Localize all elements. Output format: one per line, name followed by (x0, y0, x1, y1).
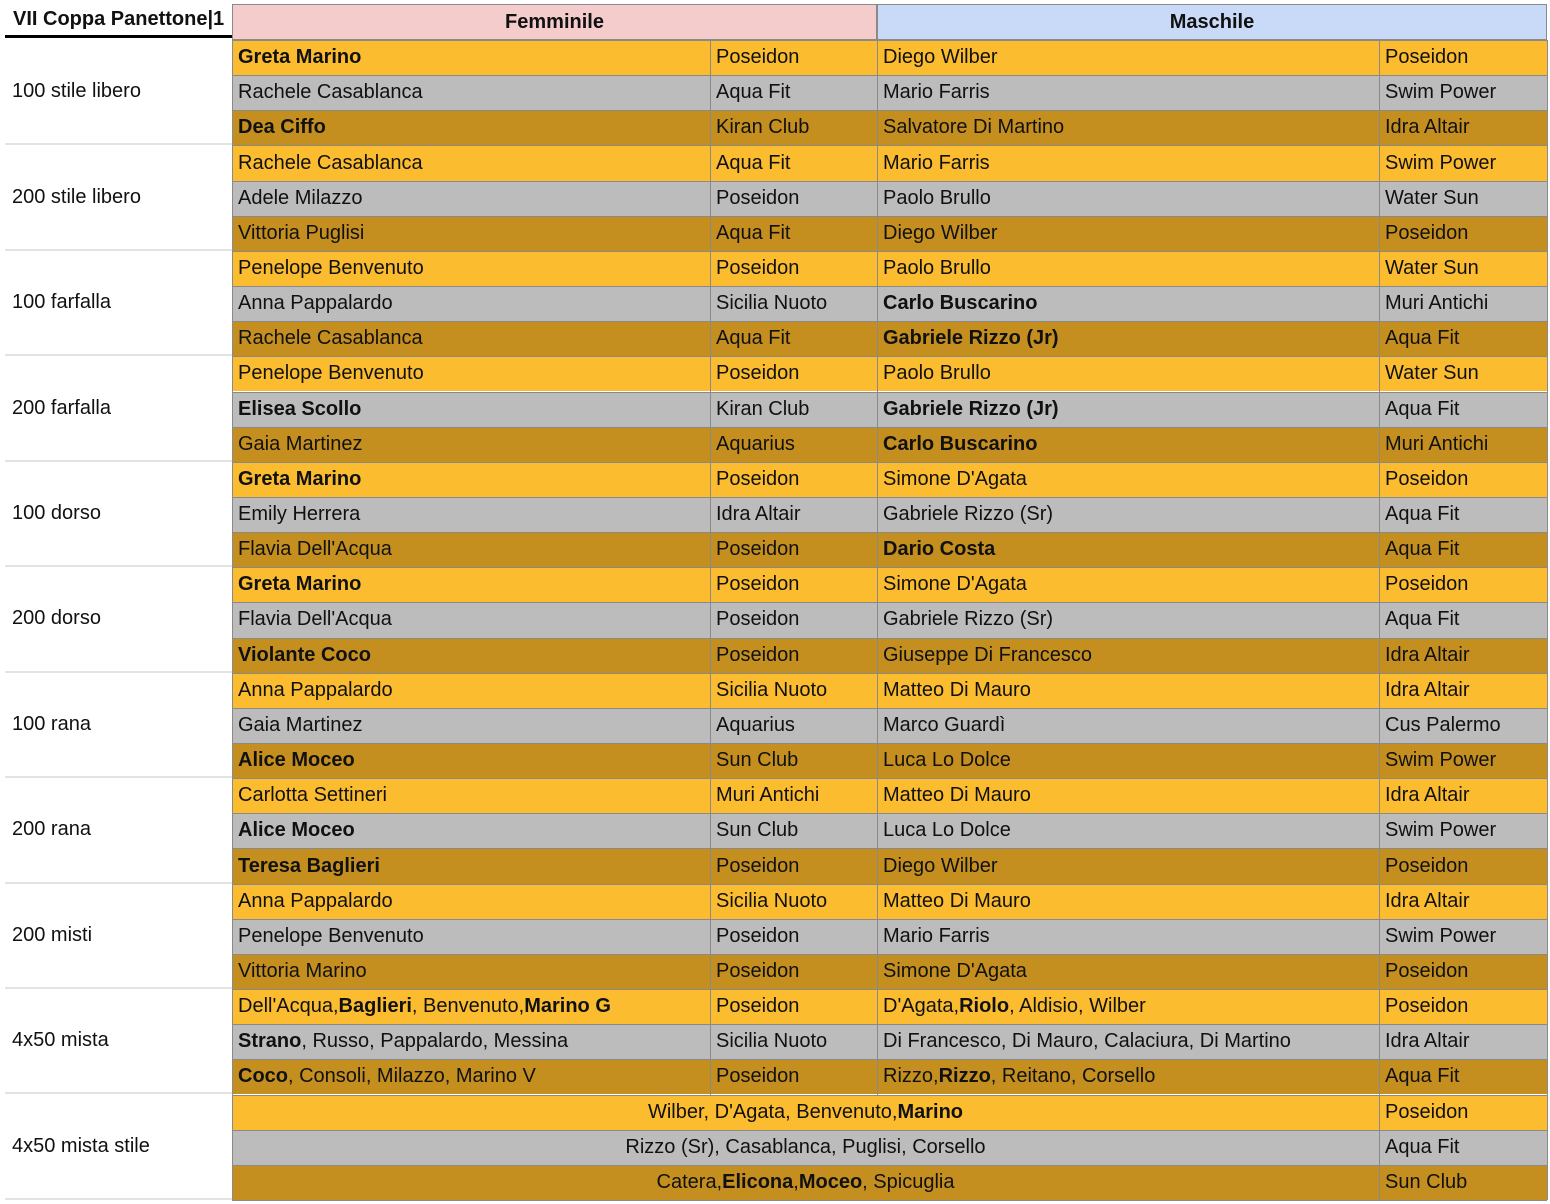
female-athlete[interactable] (232, 181, 710, 216)
male-club[interactable]: Poseidon (1379, 848, 1547, 883)
female-athlete[interactable] (232, 602, 710, 637)
male-athlete[interactable] (877, 75, 1379, 110)
female-athlete[interactable] (232, 884, 710, 919)
text-run: Gabriele Rizzo (Jr) (883, 397, 1059, 420)
female-club[interactable]: Poseidon (710, 462, 877, 497)
text-run: Penelope Benvenuto (238, 924, 424, 947)
female-club[interactable]: Kiran Club (710, 392, 877, 427)
female-athlete[interactable] (232, 392, 710, 427)
row-divider (232, 462, 1547, 463)
male-club[interactable]: Aqua Fit (1379, 497, 1547, 532)
female-club[interactable]: Sicilia Nuoto (710, 884, 877, 919)
text-run: Teresa Baglieri (238, 854, 380, 877)
male-club[interactable]: Poseidon (1379, 462, 1547, 497)
female-athlete[interactable] (232, 778, 710, 813)
text-run: , Russo, Pappalardo, Messina (301, 1030, 569, 1053)
text-run: Wilber, D'Agata, Benvenuto, (647, 1100, 898, 1123)
male-club[interactable]: Idra Altair (1379, 110, 1547, 145)
event-label[interactable]: 200 dorso (5, 567, 232, 672)
female-club[interactable]: Aqua Fit (710, 145, 877, 180)
female-athlete[interactable] (232, 954, 710, 989)
row-divider (232, 286, 1547, 287)
row-divider (232, 954, 1547, 955)
male-club[interactable]: Muri Antichi (1379, 286, 1547, 321)
male-club[interactable]: Poseidon (1379, 954, 1547, 989)
text-run: D'Agata, (883, 995, 960, 1018)
text-run: Matteo Di Mauro (883, 784, 1031, 807)
male-athlete[interactable] (877, 567, 1379, 602)
text-run: Luca Lo Dolce (883, 749, 1011, 772)
female-athlete[interactable] (232, 1059, 710, 1094)
text-run: Rachele Casablanca (238, 81, 423, 104)
row-divider (232, 1024, 1547, 1025)
event-label[interactable]: 4x50 mista (5, 989, 232, 1094)
text-run: Flavia Dell'Acqua (238, 538, 392, 561)
female-club[interactable]: Aqua Fit (710, 321, 877, 356)
event-label[interactable]: 100 farfalla (5, 251, 232, 356)
male-athlete[interactable] (877, 813, 1379, 848)
text-run: Simone D'Agata (883, 573, 1027, 596)
female-club[interactable]: Poseidon (710, 848, 877, 883)
row-divider (232, 497, 1547, 498)
text-run: Emily Herrera (238, 503, 361, 525)
text-run: Dea Ciffo (238, 116, 326, 139)
relay-club[interactable]: Aqua Fit (1379, 1130, 1547, 1165)
female-club[interactable]: Aqua Fit (710, 75, 877, 110)
text-run: Mario Farris (883, 151, 990, 174)
female-club[interactable]: Sun Club (710, 743, 877, 778)
female-athlete[interactable] (232, 919, 710, 954)
text-run: Salvatore Di Martino (883, 116, 1065, 139)
female-athlete[interactable] (232, 638, 710, 673)
female-athlete[interactable] (232, 356, 710, 391)
row-divider (232, 989, 1547, 990)
male-club[interactable]: Poseidon (1379, 567, 1547, 602)
female-athlete[interactable] (232, 848, 710, 883)
row-divider (232, 919, 1547, 920)
text-run: Alice Moceo (238, 749, 355, 772)
female-athlete[interactable] (232, 708, 710, 743)
row-divider (232, 251, 1547, 252)
text-run: Marco Guardì (883, 713, 1006, 736)
text-run: Simone D'Agata (883, 467, 1027, 490)
row-divider (232, 673, 1547, 674)
female-athlete[interactable] (232, 567, 710, 602)
text-run: Moceo (798, 1170, 863, 1193)
relay-team[interactable] (232, 1095, 1379, 1130)
male-athlete[interactable] (877, 919, 1379, 954)
male-athlete[interactable] (877, 392, 1379, 427)
text-run: Flavia Dell'Acqua (238, 608, 392, 631)
event-label[interactable]: 4x50 mista stile (5, 1095, 232, 1200)
female-club[interactable]: Aqua Fit (710, 216, 877, 251)
row-divider (232, 532, 1547, 533)
text-run: Gabriele Rizzo (Sr) (883, 503, 1054, 525)
female-club[interactable]: Poseidon (710, 532, 877, 567)
text-run: Strano (238, 1030, 302, 1053)
female-club[interactable]: Poseidon (710, 989, 877, 1024)
text-run: Catera, (656, 1170, 723, 1193)
male-athlete[interactable] (877, 216, 1379, 251)
text-run: Greta Marino (238, 46, 362, 69)
male-club[interactable]: Idra Altair (1379, 673, 1547, 708)
column-divider (877, 40, 878, 1095)
text-run: Rizzo, (883, 1065, 939, 1088)
text-run: Dario Costa (883, 538, 996, 561)
row-divider (232, 321, 1547, 322)
male-athlete[interactable] (877, 602, 1379, 637)
row-divider (232, 708, 1547, 709)
text-run: Vittoria Puglisi (238, 221, 365, 244)
row-divider (232, 1165, 1547, 1166)
column-divider (1379, 40, 1380, 1200)
relay-team[interactable] (232, 1165, 1379, 1200)
female-athlete[interactable] (232, 75, 710, 110)
male-club[interactable]: Poseidon (1379, 40, 1547, 75)
female-club[interactable]: Poseidon (710, 919, 877, 954)
female-athlete[interactable] (232, 989, 710, 1024)
text-run: Matteo Di Mauro (883, 889, 1031, 912)
male-club[interactable]: Swim Power (1379, 919, 1547, 954)
header-female[interactable]: Femminile (232, 4, 877, 40)
female-athlete[interactable] (232, 110, 710, 145)
row-divider (232, 743, 1547, 744)
male-athlete[interactable] (877, 743, 1379, 778)
text-run: Paolo Brullo (883, 362, 991, 385)
male-athlete[interactable] (877, 286, 1379, 321)
male-club[interactable]: Aqua Fit (1379, 392, 1547, 427)
male-athlete[interactable] (877, 708, 1379, 743)
text-run: Rachele Casablanca (238, 327, 423, 350)
text-run: Mario Farris (883, 924, 990, 947)
male-athlete[interactable] (877, 673, 1379, 708)
text-run: Violante Coco (238, 643, 371, 666)
sheet-title[interactable]: VII Coppa Panettone|1 (5, 4, 232, 38)
text-run: Rachele Casablanca (238, 151, 423, 174)
text-run: Paolo Brullo (883, 256, 991, 279)
text-run: Baglieri (338, 995, 412, 1018)
text-run: , Aldisio, Wilber (1009, 995, 1146, 1018)
text-run: Carlotta Settineri (238, 784, 387, 807)
row-divider (232, 427, 1547, 428)
row-divider (232, 848, 1547, 849)
text-run: Carlo Buscarino (883, 432, 1038, 455)
event-label[interactable]: 200 misti (5, 884, 232, 989)
male-athlete[interactable] (877, 954, 1379, 989)
male-athlete[interactable] (877, 848, 1379, 883)
row-divider (232, 110, 1547, 111)
text-run: Vittoria Marino (238, 959, 367, 982)
male-athlete[interactable] (877, 356, 1379, 391)
female-club[interactable]: Kiran Club (710, 110, 877, 145)
male-athlete[interactable] (877, 181, 1379, 216)
male-athlete[interactable] (877, 427, 1379, 462)
female-athlete[interactable] (232, 427, 710, 462)
male-club[interactable]: Poseidon (1379, 989, 1547, 1024)
male-athlete[interactable] (877, 884, 1379, 919)
event-label[interactable]: 100 dorso (5, 462, 232, 567)
male-club[interactable]: Muri Antichi (1379, 427, 1547, 462)
male-club[interactable]: Water Sun (1379, 181, 1547, 216)
male-club[interactable]: Idra Altair (1379, 778, 1547, 813)
text-run: Elicona (722, 1170, 794, 1193)
male-athlete[interactable] (877, 321, 1379, 356)
text-run: Rizzo (Sr), Casablanca, Puglisi, Corsello (625, 1135, 986, 1158)
female-athlete[interactable] (232, 743, 710, 778)
text-run: Greta Marino (238, 573, 362, 596)
female-club[interactable]: Idra Altair (710, 497, 877, 532)
male-athlete[interactable] (877, 1024, 1379, 1059)
female-club[interactable]: Poseidon (710, 251, 877, 286)
text-run: Anna Pappalardo (238, 292, 393, 315)
male-club[interactable]: Aqua Fit (1379, 1059, 1547, 1094)
text-run: , Benvenuto, (411, 995, 525, 1018)
text-run: Marino G (524, 995, 611, 1018)
male-athlete[interactable] (877, 778, 1379, 813)
event-label[interactable]: 100 rana (5, 673, 232, 778)
male-athlete[interactable] (877, 989, 1379, 1024)
male-club[interactable]: Swim Power (1379, 743, 1547, 778)
female-club[interactable]: Muri Antichi (710, 778, 877, 813)
male-club[interactable]: Idra Altair (1379, 638, 1547, 673)
text-run: Marino (897, 1100, 964, 1123)
row-divider (232, 602, 1547, 603)
row-divider (232, 813, 1547, 814)
male-club[interactable]: Water Sun (1379, 356, 1547, 391)
female-athlete[interactable] (232, 216, 710, 251)
female-club[interactable]: Sicilia Nuoto (710, 673, 877, 708)
male-club[interactable]: Swim Power (1379, 75, 1547, 110)
text-run: Diego Wilber (883, 854, 998, 877)
female-club[interactable]: Poseidon (710, 356, 877, 391)
female-club[interactable]: Aquarius (710, 427, 877, 462)
text-run: Alice Moceo (238, 819, 355, 842)
text-run: Rizzo (938, 1065, 991, 1088)
row-divider (232, 1130, 1547, 1131)
text-run: Carlo Buscarino (883, 292, 1038, 315)
text-run: Anna Pappalardo (238, 678, 393, 701)
row-divider (232, 145, 1547, 146)
row-divider (232, 356, 1547, 357)
column-divider (232, 40, 233, 1200)
male-club[interactable]: Idra Altair (1379, 884, 1547, 919)
male-athlete[interactable] (877, 1059, 1379, 1094)
text-run: Adele Milazzo (238, 186, 363, 209)
row-divider (232, 778, 1547, 779)
row-divider (232, 1095, 1547, 1096)
relay-club[interactable]: Poseidon (1379, 1095, 1547, 1130)
column-divider (710, 40, 711, 1095)
row-divider (232, 75, 1547, 76)
male-club[interactable]: Swim Power (1379, 813, 1547, 848)
male-athlete[interactable] (877, 110, 1379, 145)
event-label[interactable]: 200 farfalla (5, 356, 232, 461)
text-run: Gabriele Rizzo (Jr) (883, 327, 1059, 350)
female-athlete[interactable] (232, 462, 710, 497)
text-run: , Consoli, Milazzo, Marino V (288, 1065, 536, 1088)
female-athlete[interactable] (232, 145, 710, 180)
female-athlete[interactable] (232, 251, 710, 286)
female-club[interactable]: Aquarius (710, 708, 877, 743)
column-divider (1547, 40, 1548, 1200)
male-athlete[interactable] (877, 462, 1379, 497)
row-divider (232, 181, 1547, 182)
text-run: Gabriele Rizzo (Sr) (883, 608, 1054, 631)
text-run: Simone D'Agata (883, 959, 1027, 982)
text-run: Matteo Di Mauro (883, 678, 1031, 701)
event-label[interactable]: 200 stile libero (5, 145, 232, 250)
female-club[interactable]: Poseidon (710, 602, 877, 637)
row-divider (232, 216, 1547, 217)
male-club[interactable]: Aqua Fit (1379, 321, 1547, 356)
female-club[interactable]: Sicilia Nuoto (710, 286, 877, 321)
text-run: Penelope Benvenuto (238, 362, 424, 385)
text-run: , Spicuglia (862, 1170, 955, 1193)
female-club[interactable]: Sun Club (710, 813, 877, 848)
male-club[interactable]: Idra Altair (1379, 1024, 1547, 1059)
text-run: Anna Pappalardo (238, 889, 393, 912)
event-label[interactable]: 100 stile libero (5, 40, 232, 145)
female-club[interactable]: Poseidon (710, 181, 877, 216)
row-divider (232, 1059, 1547, 1060)
male-club[interactable]: Water Sun (1379, 251, 1547, 286)
male-athlete[interactable] (877, 638, 1379, 673)
female-athlete[interactable] (232, 673, 710, 708)
male-club[interactable]: Poseidon (1379, 216, 1547, 251)
header-male[interactable]: Maschile (877, 4, 1547, 40)
male-club[interactable]: Aqua Fit (1379, 532, 1547, 567)
text-run: Gaia Martinez (238, 713, 363, 736)
female-club[interactable]: Poseidon (710, 40, 877, 75)
male-club[interactable]: Swim Power (1379, 145, 1547, 180)
female-athlete[interactable] (232, 321, 710, 356)
text-run: , (793, 1170, 799, 1193)
row-divider (232, 567, 1547, 568)
row-divider (232, 1200, 1547, 1201)
row-divider (232, 638, 1547, 639)
female-club[interactable]: Sicilia Nuoto (710, 1024, 877, 1059)
male-club[interactable]: Aqua Fit (1379, 602, 1547, 637)
male-athlete[interactable] (877, 532, 1379, 567)
text-run: Di Francesco, Di Mauro, Calaciura, Di Martino (883, 1030, 1291, 1053)
row-divider (232, 40, 1547, 41)
female-athlete[interactable] (232, 813, 710, 848)
relay-team[interactable] (232, 1130, 1379, 1165)
text-run: Luca Lo Dolce (883, 819, 1011, 842)
male-athlete[interactable] (877, 251, 1379, 286)
text-run: , Reitano, Corsello (990, 1065, 1156, 1088)
text-run: Diego Wilber (883, 46, 998, 69)
female-club[interactable]: Poseidon (710, 1059, 877, 1094)
text-run: Paolo Brullo (883, 186, 991, 209)
row-divider (232, 884, 1547, 885)
male-athlete[interactable] (877, 40, 1379, 75)
event-label[interactable]: 200 rana (5, 778, 232, 883)
text-run: Greta Marino (238, 467, 362, 490)
text-run: Giuseppe Di Francesco (883, 643, 1092, 666)
text-run: Mario Farris (883, 81, 990, 104)
male-athlete[interactable] (877, 497, 1379, 532)
row-divider (232, 392, 1547, 393)
female-club[interactable]: Poseidon (710, 954, 877, 989)
text-run: Diego Wilber (883, 221, 998, 244)
male-athlete[interactable] (877, 145, 1379, 180)
text-run: Elisea Scollo (238, 397, 362, 420)
text-run: Gaia Martinez (238, 432, 363, 455)
text-run: Riolo (959, 995, 1010, 1018)
relay-club[interactable]: Sun Club (1379, 1165, 1547, 1200)
text-run: Coco (238, 1065, 288, 1088)
male-club[interactable]: Cus Palermo (1379, 708, 1547, 743)
female-athlete[interactable] (232, 532, 710, 567)
female-club[interactable]: Poseidon (710, 567, 877, 602)
female-club[interactable]: Poseidon (710, 638, 877, 673)
female-athlete[interactable] (232, 286, 710, 321)
female-athlete[interactable] (232, 1024, 710, 1059)
text-run: Dell'Acqua, (238, 995, 339, 1018)
female-athlete[interactable] (232, 497, 710, 532)
female-athlete[interactable] (232, 40, 710, 75)
text-run: Penelope Benvenuto (238, 256, 424, 279)
